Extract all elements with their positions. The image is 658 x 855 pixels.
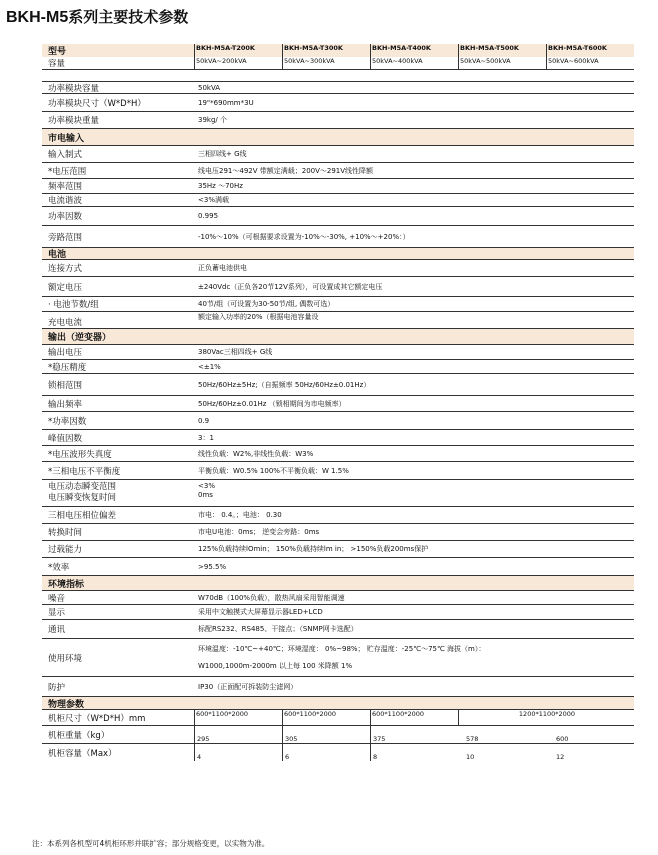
spec-row — [42, 558, 634, 576]
spec-label: 连接方式 — [48, 264, 83, 274]
spec-value: 3：1 — [198, 433, 214, 442]
spec-value: 380Vac三相四线+ G线 — [198, 348, 273, 356]
model-cell: BKH-M5A-T500K — [458, 44, 546, 57]
spec-value: <3%满载 — [198, 196, 229, 204]
model-cell: BKH-M5A-T400K — [370, 44, 458, 57]
section-battery — [42, 248, 634, 260]
spec-label: 频率范围 — [48, 182, 83, 192]
spec-label: · 电池节数/组 — [48, 300, 99, 310]
capacity-max-cell: 4 — [194, 744, 282, 761]
module-weight-label: 功率模块重量 — [48, 116, 100, 126]
capacity-label: 容量 — [48, 59, 66, 69]
spec-label: 功率因数 — [48, 212, 83, 222]
spec-row — [42, 146, 634, 163]
spec-label: 三相电压相位偏差 — [48, 511, 117, 521]
spec-row — [42, 524, 634, 541]
spec-value: W70dB（100%负载），散热风扇采用智能调速 — [198, 593, 345, 602]
spec-value: 三相四线+ G线 — [198, 150, 247, 158]
spec-value: 正负蓄电池供电 — [198, 264, 247, 272]
spec-row — [42, 396, 634, 412]
spec-value-usage — [198, 641, 634, 675]
spec-label: *三相电压不平衡度 — [48, 466, 121, 477]
spec-label: 转换时间 — [48, 528, 83, 538]
model-cells — [194, 44, 634, 57]
weight-cell: 578 — [466, 735, 479, 743]
model-label: 型号 — [48, 47, 67, 57]
module-row — [42, 94, 634, 112]
capacity-cell: 50kVA~300kVA — [282, 57, 370, 69]
weight-cell: 295 — [194, 726, 282, 743]
capacity-max-cell: 8 — [370, 744, 458, 761]
spec-value: IP30（正面配可拆装防尘滤网） — [198, 682, 298, 691]
spec-value: <±1% — [198, 362, 221, 371]
spec-value: 50Hz/60Hz±5Hz;（自振频率 50Hz/60Hz±0.01Hz） — [198, 380, 371, 389]
model-cell: BKH-M5A-T200K — [194, 44, 282, 57]
usage-line-1: 环境温度：-10℃~+40℃；环境湿度： 0%~98%； 贮存温度：-25℃～75℃ 海拔（m）： — [198, 644, 486, 653]
capacity-cells — [194, 57, 634, 69]
spec-label: 电压动态瞬变范围 — [48, 481, 117, 492]
capacity-max-cell: 6 — [282, 744, 370, 761]
model-row — [42, 44, 634, 57]
spec-row — [42, 677, 634, 697]
capacity-cells — [194, 744, 634, 761]
spec-label: 额定电压 — [48, 282, 83, 293]
section-title: 市电输入 — [48, 133, 85, 144]
spec-value: 125%负载持续lOmin； 150%负载持续lm in； >150%负载200ms保护 — [198, 545, 429, 553]
cabinet-capacity-row — [42, 744, 634, 761]
spec-value: 0.9 — [198, 416, 210, 425]
spec-table — [42, 44, 634, 761]
spec-row — [42, 194, 634, 207]
spec-value: 35Hz ～70Hz — [198, 182, 243, 190]
spec-label: 输出频率 — [48, 399, 83, 410]
spec-row-usage — [42, 639, 634, 677]
spec-row — [42, 605, 634, 620]
cabinet-weight-row — [42, 726, 634, 744]
spec-row — [42, 541, 634, 558]
capacity-max-cell: 12 — [556, 753, 565, 761]
footnote: 注：本系列各机型可4机柜环形并联扩容；部分规格变更，以实物为准。 — [32, 839, 270, 848]
spec-row — [42, 226, 634, 248]
size-cell: 600*1100*2000 — [282, 710, 370, 725]
spec-value: 市电： 0.4。；电池： 0.30 — [198, 511, 282, 519]
module-capacity-label: 功率模块容量 — [48, 83, 100, 94]
spec-row — [42, 179, 634, 194]
page-title — [6, 6, 188, 27]
capacity-max-cell: 10 — [466, 753, 475, 761]
spec-row — [42, 345, 634, 360]
section-physical — [42, 697, 634, 710]
spec-row — [42, 591, 634, 605]
spec-label: 电流谐波 — [48, 196, 83, 206]
spec-value: 0.995 — [198, 212, 219, 220]
spec-label: 电压瞬变恢复时间 — [48, 493, 117, 503]
spec-value: >95.5% — [198, 562, 227, 571]
spec-value: 0ms — [198, 491, 213, 499]
capacity-cell: 50kVA~200kVA — [194, 57, 282, 69]
spec-row — [42, 207, 634, 226]
spec-row — [42, 446, 634, 462]
spec-value: 市电U电池：0ms； 逆变会旁路：0ms — [198, 528, 320, 536]
spec-value: 平衡负载：W0.5% 100%不平衡负载：W 1.5% — [198, 466, 349, 475]
spec-row — [42, 462, 634, 480]
spec-label: *效率 — [48, 562, 70, 573]
spec-row — [42, 620, 634, 639]
title-subtitle: 系列主要技术参数 — [68, 8, 189, 26]
size-cell: 600*1100*2000 — [194, 710, 282, 725]
spec-row — [42, 412, 634, 430]
module-row — [42, 112, 634, 129]
section-output — [42, 329, 634, 345]
weight-cell: 600 — [556, 735, 569, 743]
section-title: 电池 — [48, 250, 67, 260]
spec-value: 标配RS232、RS485、干接点；（SNMP网卡选配） — [198, 625, 358, 633]
section-title: 环境指标 — [48, 579, 85, 590]
spec-label: 旁路范围 — [48, 232, 83, 243]
module-row — [42, 82, 634, 94]
spec-label: 锁相范围 — [48, 380, 83, 391]
spec-row — [42, 163, 634, 179]
spec-label: 机柜重量（kg） — [48, 730, 110, 741]
weight-cell: 305 — [282, 726, 370, 743]
spec-label: *电压范围 — [48, 166, 87, 177]
spec-label: 噪音 — [48, 593, 66, 604]
usage-line-2: W1000,1000m-2000m 以上每 100 米降额 1% — [198, 661, 353, 670]
spec-label: 使用环境 — [48, 653, 83, 664]
spec-row — [42, 260, 634, 277]
spec-label: 机柜容量（Max） — [48, 748, 117, 759]
spec-label: 显示 — [48, 608, 66, 618]
spec-row — [42, 507, 634, 524]
cabinet-size-cells — [194, 710, 634, 725]
spec-value: -10%～10%（可根据要求设置为-10%～-30%, +10%～+20%：） — [198, 232, 410, 241]
module-capacity-value: 50kVA — [198, 83, 221, 92]
weight-cell: 375 — [370, 726, 458, 743]
spec-label: 过载能力 — [48, 545, 83, 555]
section-environment — [42, 576, 634, 591]
capacity-cell: 50kVA~600kVA — [546, 57, 634, 69]
size-cell: 600*1100*2000 — [370, 710, 458, 725]
spec-value: 线性负载：W2%,非线性负载：W3% — [198, 449, 314, 458]
spec-label: 输出电压 — [48, 348, 83, 358]
section-title: 输出（逆变器） — [48, 333, 112, 343]
spec-label: 峰值因数 — [48, 433, 83, 444]
spec-label: 机柜尺寸（W*D*H）mm — [48, 713, 146, 724]
spec-value: 线电压291～492Ⅴ 带额定满载；200V～291V线性降额 — [198, 166, 374, 175]
weight-cells — [194, 726, 634, 743]
section-mains — [42, 129, 634, 146]
spec-value: 额定输入功率的20%（根据电池容量设 — [198, 313, 319, 321]
capacity-cell: 50kVA~500kVA — [458, 57, 546, 69]
spec-value: <3% — [198, 481, 215, 490]
spec-row — [42, 480, 634, 491]
spec-label: *功率因数 — [48, 416, 87, 427]
spacer-row — [42, 70, 634, 82]
title-model-series: BKH-M5 — [6, 9, 69, 26]
spec-row — [42, 360, 634, 374]
spec-row — [42, 430, 634, 446]
spec-label: 充电电流 — [48, 318, 83, 328]
spec-row — [42, 312, 634, 329]
spec-label: 通讯 — [48, 625, 66, 635]
model-cell: BKH-M5A-T600K — [546, 44, 634, 57]
model-cell: BKH-M5A-T300K — [282, 44, 370, 57]
cabinet-size-row — [42, 710, 634, 726]
spec-value: 采用中文触摸式大屏幕显示器LED+LCD — [198, 608, 323, 616]
spec-row — [42, 277, 634, 297]
spec-value: 50Hz/60Hz±0.01Hz （锁相期间为市电频率） — [198, 399, 346, 408]
spec-value: ±240Vdc（正负各20节12V系列），可设置成其它额定电压 — [198, 282, 383, 291]
spec-label: *稳压精度 — [48, 362, 87, 373]
section-title: 物理参数 — [48, 699, 85, 710]
capacity-cell: 50kVA~400kVA — [370, 57, 458, 69]
spec-label: 输入制式 — [48, 150, 83, 160]
spec-label: 防护 — [48, 682, 66, 693]
spec-row — [42, 297, 634, 312]
module-size-value: 19"*690mm*3U — [198, 98, 254, 107]
spec-label: *电压波形失真度 — [48, 449, 112, 460]
spec-row — [42, 374, 634, 396]
module-size-label: 功率模块尺寸（W*D*H） — [48, 98, 146, 109]
spec-row — [42, 491, 634, 507]
spec-value: 40节/组（可设置为30-50节/组, 偶数可选） — [198, 300, 335, 308]
capacity-row — [42, 57, 634, 70]
size-cell: 1200*1100*2000 — [458, 710, 634, 725]
module-weight-value: 39kg/ 个 — [198, 116, 227, 124]
